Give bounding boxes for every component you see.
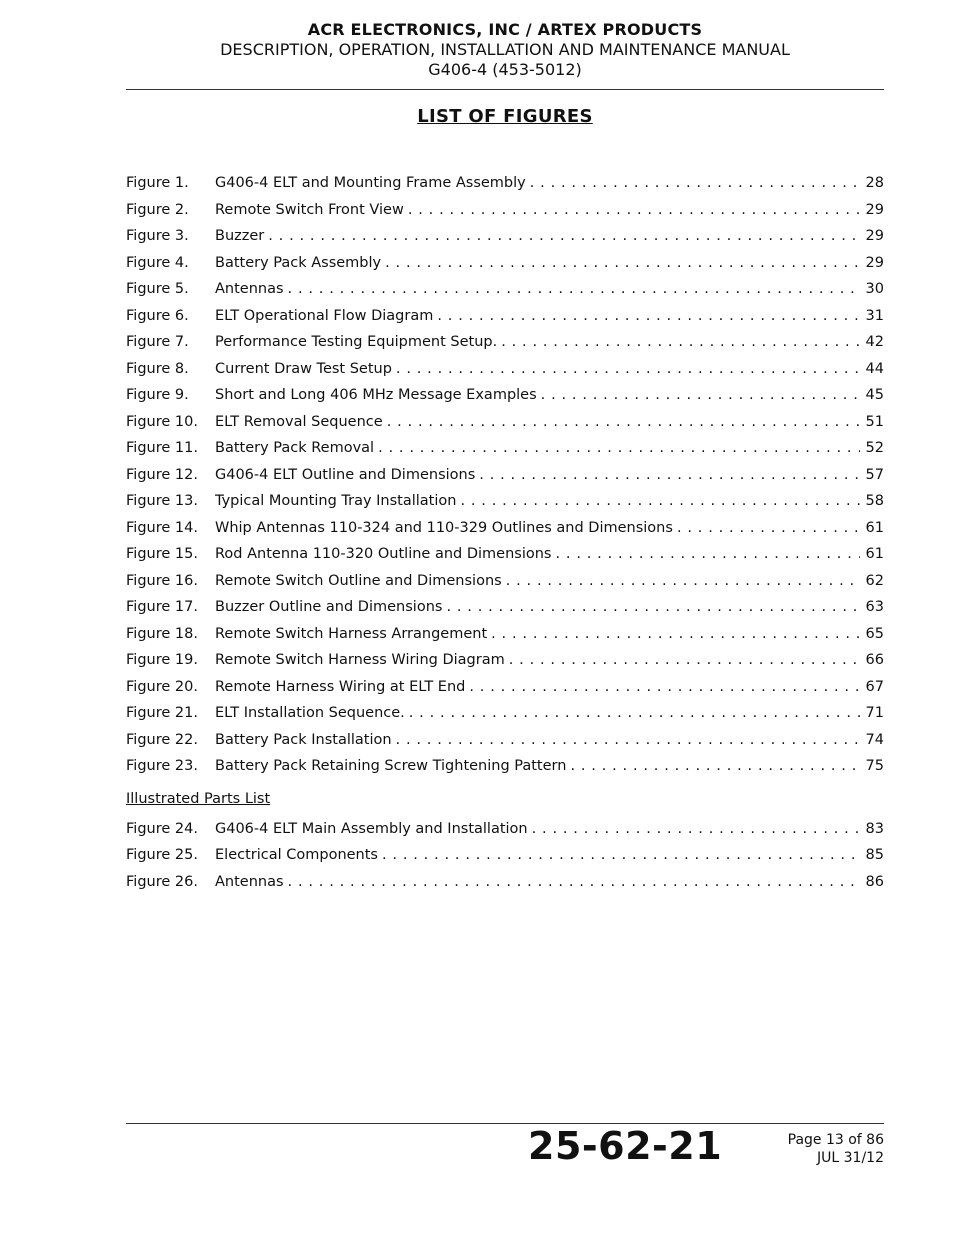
figure-leader xyxy=(215,515,884,542)
figure-entry[interactable] xyxy=(126,382,884,409)
figure-page: 57 xyxy=(860,462,884,489)
figure-leader xyxy=(215,435,884,462)
figure-page: 61 xyxy=(860,541,884,568)
figure-page: 67 xyxy=(860,674,884,701)
figure-entry[interactable] xyxy=(126,869,884,896)
figure-number: Figure 7. xyxy=(126,334,189,350)
figure-leader xyxy=(215,303,884,330)
figure-entry[interactable] xyxy=(126,488,884,515)
figure-caption: Remote Switch Harness Arrangement xyxy=(215,625,488,642)
figure-caption: Typical Mounting Tray Installation xyxy=(215,493,457,509)
figure-leader xyxy=(215,462,884,489)
header-divider xyxy=(126,89,884,90)
figure-caption: Performance Testing Equipment Setup. xyxy=(215,334,498,350)
figure-number: Figure 25. xyxy=(126,847,198,863)
figure-number: Figure 15. xyxy=(126,546,198,562)
figure-caption: Remote Switch Front View xyxy=(215,201,404,218)
figure-number: Figure 16. xyxy=(126,572,198,589)
figure-number: Figure 26. xyxy=(126,873,198,890)
figure-caption: Remote Harness Wiring at ELT End xyxy=(215,678,466,695)
figure-caption: ELT Operational Flow Diagram xyxy=(215,307,434,324)
figure-number: Figure 10. xyxy=(126,413,198,430)
model-number: G406-4 (453-5012) xyxy=(428,60,582,79)
figure-entry[interactable] xyxy=(126,842,884,869)
figure-leader xyxy=(215,170,884,197)
figure-page: 85 xyxy=(860,842,884,869)
page-title: LIST OF FIGURES xyxy=(417,106,593,127)
figure-page: 52 xyxy=(860,435,884,462)
figure-caption: G406-4 ELT Outline and Dimensions xyxy=(215,466,476,483)
figure-leader xyxy=(215,700,884,727)
figure-entry[interactable] xyxy=(126,594,884,621)
document-number: 25-62-21 xyxy=(528,1124,723,1168)
figure-number: Figure 22. xyxy=(126,731,198,748)
figure-page: 74 xyxy=(860,727,884,754)
figure-caption: Antennas xyxy=(215,873,284,890)
figure-leader xyxy=(215,382,884,409)
figure-number: Figure 6. xyxy=(126,307,189,324)
figure-number: Figure 19. xyxy=(126,652,198,668)
figure-page: 44 xyxy=(860,356,884,383)
figure-page: 83 xyxy=(860,816,884,843)
figure-caption: Current Draw Test Setup xyxy=(215,360,392,377)
figure-number: Figure 8. xyxy=(126,360,189,377)
figure-page: 29 xyxy=(860,197,884,224)
figure-caption: Short and Long 406 MHz Message Examples xyxy=(215,387,537,403)
figure-number: Figure 3. xyxy=(126,228,189,244)
figure-page: 71 xyxy=(860,700,884,727)
figure-leader xyxy=(215,329,884,356)
figure-number: Figure 14. xyxy=(126,519,198,536)
figure-page: 45 xyxy=(860,382,884,409)
figure-leader xyxy=(215,409,884,436)
figure-caption: Remote Switch Outline and Dimensions xyxy=(215,572,502,589)
figure-caption: ELT Installation Sequence. xyxy=(215,705,405,721)
figure-page: 65 xyxy=(860,621,884,648)
figure-entry[interactable] xyxy=(126,700,884,727)
figure-leader xyxy=(215,842,884,869)
figure-number: Figure 17. xyxy=(126,599,198,615)
figure-caption: G406-4 ELT Main Assembly and Installation xyxy=(215,820,528,837)
figure-page: 58 xyxy=(860,488,884,515)
figure-leader xyxy=(215,250,884,277)
figure-entry[interactable] xyxy=(126,409,884,436)
figure-entry[interactable] xyxy=(126,223,884,250)
figure-leader xyxy=(215,223,884,250)
figure-entry[interactable] xyxy=(126,276,884,303)
figure-number: Figure 4. xyxy=(126,254,189,271)
figure-entry[interactable] xyxy=(126,515,884,542)
figure-caption: Whip Antennas 110-324 and 110-329 Outlines and Dimensions xyxy=(215,519,673,536)
figure-leader xyxy=(215,594,884,621)
figure-page: 51 xyxy=(860,409,884,436)
figure-entry[interactable] xyxy=(126,674,884,701)
figure-number: Figure 12. xyxy=(126,466,198,483)
figure-page: 75 xyxy=(860,753,884,780)
figure-number: Figure 20. xyxy=(126,678,198,695)
page-info xyxy=(788,1131,884,1167)
figure-leader xyxy=(215,869,884,896)
figure-caption: Battery Pack Retaining Screw Tightening Pattern xyxy=(215,758,567,774)
figure-leader xyxy=(215,276,884,303)
revision-date: JUL 31/12 xyxy=(817,1150,884,1166)
figure-caption: G406-4 ELT and Mounting Frame Assembly xyxy=(215,175,526,191)
figure-leader xyxy=(215,621,884,648)
figure-caption: Remote Switch Harness Wiring Diagram xyxy=(215,652,505,668)
figure-entry[interactable] xyxy=(126,568,884,595)
figure-caption: Rod Antenna 110-320 Outline and Dimensions xyxy=(215,546,552,562)
figure-page: 28 xyxy=(860,170,884,197)
figure-number: Figure 1. xyxy=(126,175,189,191)
figure-number: Figure 11. xyxy=(126,440,198,456)
figure-entry[interactable] xyxy=(126,170,884,197)
figure-leader xyxy=(215,753,884,780)
figure-leader xyxy=(215,727,884,754)
figure-number: Figure 18. xyxy=(126,625,198,642)
figure-entry[interactable] xyxy=(126,647,884,674)
manual-title: DESCRIPTION, OPERATION, INSTALLATION AND MAINTENANCE MANUAL xyxy=(220,40,790,59)
figure-page: 30 xyxy=(860,276,884,303)
figure-page: 61 xyxy=(860,515,884,542)
figure-number: Figure 9. xyxy=(126,387,189,403)
figure-number: Figure 24. xyxy=(126,820,198,837)
figure-leader xyxy=(215,674,884,701)
figure-entry[interactable] xyxy=(126,753,884,780)
figure-caption: Electrical Components xyxy=(215,847,378,863)
figure-caption: Buzzer Outline and Dimensions xyxy=(215,599,443,615)
ipl-figure-rows xyxy=(126,816,884,896)
figure-entry[interactable] xyxy=(126,462,884,489)
figure-page: 63 xyxy=(860,594,884,621)
figure-entry[interactable] xyxy=(126,197,884,224)
figure-entry[interactable] xyxy=(126,303,884,330)
figure-entry[interactable] xyxy=(126,435,884,462)
figure-caption: Battery Pack Installation xyxy=(215,731,392,748)
figure-number: Figure 5. xyxy=(126,281,189,297)
figure-caption: Battery Pack Removal xyxy=(215,440,375,456)
figure-leader xyxy=(215,541,884,568)
figure-leader xyxy=(215,568,884,595)
figure-caption: Buzzer xyxy=(215,228,265,244)
ipl-section-heading: Illustrated Parts List xyxy=(126,790,271,807)
figure-page: 42 xyxy=(860,329,884,356)
page-header xyxy=(126,20,884,80)
figure-leader xyxy=(215,647,884,674)
figure-page: 86 xyxy=(860,869,884,896)
figure-number: Figure 2. xyxy=(126,201,189,218)
page-number: Page 13 of 86 xyxy=(787,1132,884,1148)
figure-entry[interactable] xyxy=(126,816,884,843)
footer-divider xyxy=(126,1123,884,1124)
figure-page: 29 xyxy=(860,250,884,277)
figure-page: 31 xyxy=(860,303,884,330)
figure-leader xyxy=(215,356,884,383)
figure-caption: ELT Removal Sequence xyxy=(215,413,383,430)
figure-number: Figure 21. xyxy=(126,705,198,721)
figure-page: 66 xyxy=(860,647,884,674)
figure-leader xyxy=(215,488,884,515)
figure-caption: Antennas xyxy=(215,281,284,297)
figure-entry[interactable] xyxy=(126,727,884,754)
figure-number: Figure 13. xyxy=(126,493,198,509)
figure-number: Figure 23. xyxy=(126,758,198,774)
figure-leader xyxy=(215,816,884,843)
figure-entry[interactable] xyxy=(126,541,884,568)
figure-leader xyxy=(215,197,884,224)
figure-list xyxy=(126,170,884,895)
figure-rows xyxy=(126,170,884,780)
company-name: ACR ELECTRONICS, INC / ARTEX PRODUCTS xyxy=(307,20,703,39)
figure-page: 62 xyxy=(860,568,884,595)
figure-entry[interactable] xyxy=(126,250,884,277)
figure-entry[interactable] xyxy=(126,621,884,648)
figure-entry[interactable] xyxy=(126,329,884,356)
figure-page: 29 xyxy=(860,223,884,250)
figure-entry[interactable] xyxy=(126,356,884,383)
figure-caption: Battery Pack Assembly xyxy=(215,254,382,271)
